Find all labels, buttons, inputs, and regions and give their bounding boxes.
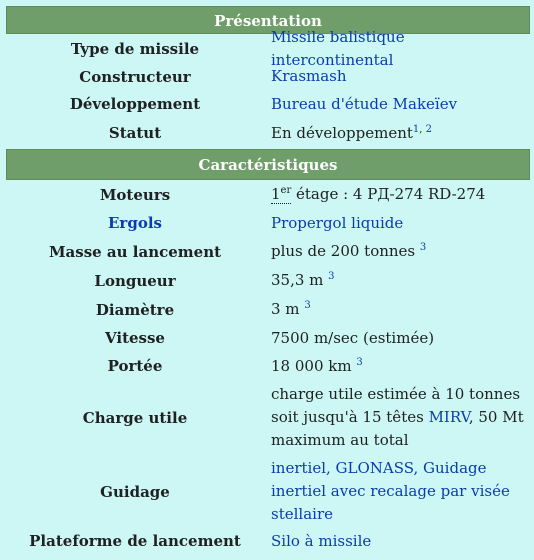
diameter-text: 3 m (271, 300, 305, 318)
link-propellants[interactable]: Propergol liquide (271, 213, 404, 232)
link-launch-platform[interactable]: Silo à missile (271, 531, 372, 550)
link-missile-type[interactable]: Missile balistique intercontinental (271, 27, 405, 69)
launch-mass-reference[interactable]: 3 (419, 242, 427, 253)
value-speed: 7500 m/sec (estimée) (271, 328, 435, 347)
value-status (264, 122, 530, 145)
row-propellants (6, 209, 530, 237)
row-launch-platform (6, 528, 530, 554)
section-header-characteristics: Caractéristiques (6, 149, 530, 180)
link-propellants-label[interactable]: Ergols (108, 214, 162, 232)
label-length: Longueur (94, 271, 176, 290)
row-launch-mass (6, 237, 530, 266)
label-range: Portée (107, 357, 163, 375)
row-speed (6, 324, 530, 352)
row-engines (6, 180, 530, 209)
label-development: Développement (69, 95, 201, 113)
value-engines (264, 183, 530, 206)
link-guidance[interactable]: inertiel, GLONASS, Guidage inertiel avec recalage par visée stellaire (271, 459, 510, 523)
link-development[interactable]: Bureau d'étude Makeïev (271, 94, 458, 113)
engines-stage-number (271, 185, 291, 204)
link-mirv[interactable]: MIRV (428, 408, 469, 426)
section-header-presentation: Présentation (6, 6, 530, 34)
label-payload: Charge utile (82, 408, 188, 427)
row-missile-type (6, 27, 530, 69)
value-payload (264, 383, 530, 452)
row-status (6, 118, 530, 148)
status-text: En développement (271, 123, 413, 142)
engines-stage-ordinal-suffix: er (280, 185, 292, 196)
status-reference-separator: , (419, 123, 426, 135)
row-range (6, 352, 530, 380)
label-diameter: Diamètre (95, 300, 175, 319)
row-development (6, 90, 530, 118)
value-range (264, 355, 530, 378)
range-reference[interactable]: 3 (356, 356, 363, 368)
row-constructor (6, 63, 530, 90)
payload-text-end: , 50 Mt maximum au total (271, 408, 524, 449)
label-status: Statut (108, 124, 162, 142)
engines-stage-ordinal: 1 (271, 185, 281, 203)
status-reference-2[interactable]: 2 (425, 123, 433, 135)
length-reference[interactable]: 3 (328, 271, 335, 282)
label-launch-mass: Masse au lancement (48, 242, 222, 261)
status-reference-1[interactable]: 1 (412, 123, 420, 135)
value-diameter (264, 298, 530, 321)
row-guidance (6, 455, 530, 528)
length-text: 35,3 m (271, 271, 329, 289)
label-guidance: Guidage (100, 482, 170, 501)
launch-mass-text: plus de 200 tonnes (271, 242, 420, 260)
range-text: 18 000 km (271, 356, 357, 375)
label-engines: Moteurs (99, 185, 171, 204)
row-diameter (6, 295, 530, 324)
row-length (6, 266, 530, 295)
link-constructor[interactable]: Krasmash (271, 67, 347, 85)
label-constructor: Constructeur (79, 67, 191, 86)
value-launch-mass (264, 240, 530, 263)
diameter-reference[interactable]: 3 (304, 300, 311, 311)
payload-text-start: charge utile estimée à 10 tonnes soit jusqu'à 15 têtes (271, 385, 521, 426)
label-launch-platform: Plateforme de lancement (29, 532, 241, 550)
row-payload (6, 380, 530, 455)
label-speed: Vitesse (105, 329, 165, 347)
value-length (264, 269, 530, 292)
engines-description: étage : 4 РД-274 RD-274 (291, 185, 486, 203)
label-missile-type: Type de missile (70, 39, 200, 58)
